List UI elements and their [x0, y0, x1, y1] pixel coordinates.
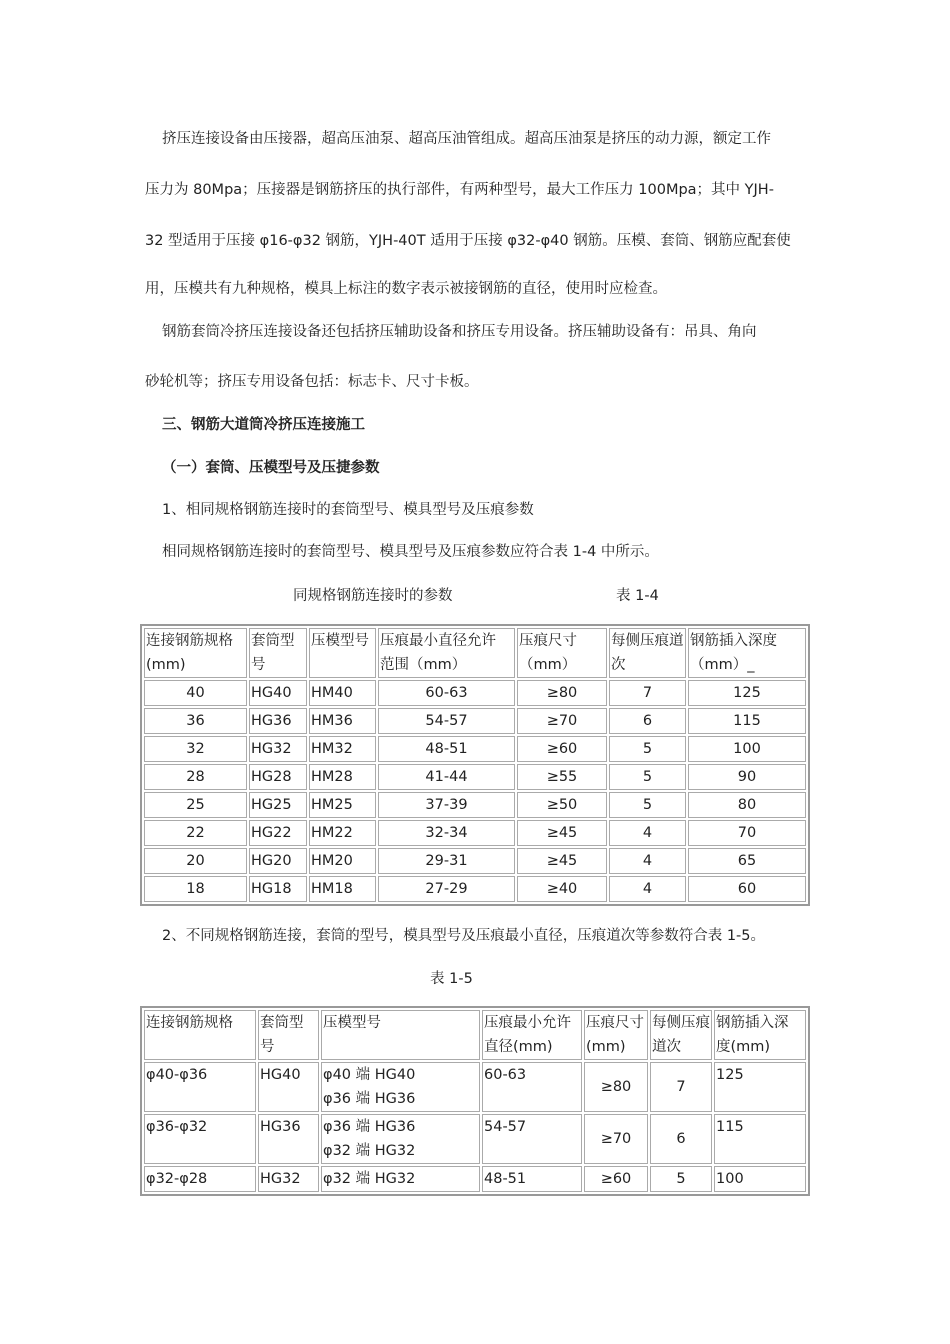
cell-crimp-size: ≥50 [517, 792, 607, 818]
paragraph-1-line-4: 用，压模共有九种规格，模具上标注的数字表示被接钢筋的直径，使用时应检查。 [145, 281, 667, 297]
table-1-4-header-row [144, 628, 806, 678]
paragraph-1-line-3: 32 型适用于压接 φ16-φ32 钢筋，YJH-40T 适用于压接 φ32-φ40 钢筋。压模、套筒、钢筋应配套使 [145, 233, 791, 249]
cell-sleeve: HG36 [249, 708, 307, 734]
cell-spec: 36 [144, 708, 247, 734]
cell-sleeve: HG20 [249, 848, 307, 874]
cell-spec: φ36-φ32 [144, 1114, 256, 1164]
header-die: 压模型号 [321, 1010, 480, 1060]
cell-spec: 20 [144, 848, 247, 874]
cell-crimp-size: ≥70 [584, 1114, 648, 1164]
table-row [144, 792, 806, 818]
table-1-4-number: 表 1-4 [616, 588, 659, 604]
cell-sleeve: HG32 [258, 1166, 319, 1192]
header-min-diameter: 压痕最小直径允许 范围（mm） [378, 628, 515, 678]
cell-die: φ40 端 HG40 φ36 端 HG36 [321, 1062, 480, 1112]
cell-passes: 5 [650, 1166, 712, 1192]
item-1-heading: 1、相同规格钢筋连接时的套筒型号、模具型号及压痕参数 [162, 502, 534, 518]
cell-crimp-size: ≥60 [584, 1166, 648, 1192]
cell-insert-depth: 70 [688, 820, 806, 846]
cell-sleeve: HG36 [258, 1114, 319, 1164]
header-crimp-size: 压痕尺寸 (mm) [584, 1010, 648, 1060]
cell-die: φ32 端 HG32 [321, 1166, 480, 1192]
cell-insert-depth: 125 [714, 1062, 806, 1112]
header-insert-depth: 钢筋插入深度 （mm）_ [688, 628, 806, 678]
header-crimp-size: 压痕尺寸 （mm） [517, 628, 607, 678]
cell-insert-depth: 100 [688, 736, 806, 762]
cell-spec: 18 [144, 876, 247, 902]
cell-passes: 6 [609, 708, 686, 734]
cell-min-diameter: 60-63 [482, 1062, 582, 1112]
paragraph-1-line-2: 压力为 80Mpa；压接器是钢筋挤压的执行部件，有两种型号，最大工作压力 100Mpa；其中 YJH- [145, 182, 774, 198]
cell-crimp-size: ≥80 [584, 1062, 648, 1112]
cell-crimp-size: ≥70 [517, 708, 607, 734]
cell-die: HM40 [309, 680, 376, 706]
cell-passes: 7 [609, 680, 686, 706]
cell-min-diameter: 48-51 [482, 1166, 582, 1192]
cell-die: HM22 [309, 820, 376, 846]
cell-die: HM36 [309, 708, 376, 734]
header-min-diameter: 压痕最小允许 直径(mm) [482, 1010, 582, 1060]
cell-min-diameter: 60-63 [378, 680, 515, 706]
paragraph-2-line-1: 钢筋套筒冷挤压连接设备还包括挤压辅助设备和挤压专用设备。挤压辅助设备有：吊具、角向 [162, 324, 757, 340]
cell-crimp-size: ≥55 [517, 764, 607, 790]
cell-crimp-size: ≥80 [517, 680, 607, 706]
cell-min-diameter: 37-39 [378, 792, 515, 818]
table-1-5 [140, 1006, 810, 1196]
header-passes: 每侧压痕道 次 [609, 628, 686, 678]
header-spec: 连接钢筋规格 [144, 1010, 256, 1060]
cell-min-diameter: 32-34 [378, 820, 515, 846]
table-row [144, 848, 806, 874]
paragraph-1-line-1: 挤压连接设备由压接器，超高压油泵、超高压油管组成。超高压油泵是挤压的动力源，额定工作 [162, 131, 771, 147]
cell-die: HM28 [309, 764, 376, 790]
subsection-heading-1: （一）套筒、压模型号及压捷参数 [162, 460, 380, 476]
cell-spec: 22 [144, 820, 247, 846]
table-row [144, 736, 806, 762]
table-row [144, 1114, 806, 1164]
header-die: 压模型号 [309, 628, 376, 678]
table-row [144, 876, 806, 902]
item-1-description: 相同规格钢筋连接时的套筒型号、模具型号及压痕参数应符合表 1-4 中所示。 [162, 544, 659, 560]
header-spec: 连接钢筋规格 (mm) [144, 628, 247, 678]
cell-passes: 5 [609, 792, 686, 818]
cell-sleeve: HG28 [249, 764, 307, 790]
header-sleeve: 套筒型 号 [249, 628, 307, 678]
cell-die: HM18 [309, 876, 376, 902]
paragraph-2-line-2: 砂轮机等；挤压专用设备包括：标志卡、尺寸卡板。 [145, 374, 479, 390]
cell-insert-depth: 115 [688, 708, 806, 734]
cell-spec: 25 [144, 792, 247, 818]
table-row [144, 820, 806, 846]
table-1-5-header-row [144, 1010, 806, 1060]
cell-insert-depth: 60 [688, 876, 806, 902]
cell-passes: 6 [650, 1114, 712, 1164]
cell-sleeve: HG22 [249, 820, 307, 846]
cell-die: HM20 [309, 848, 376, 874]
cell-min-diameter: 41-44 [378, 764, 515, 790]
cell-spec: φ40-φ36 [144, 1062, 256, 1112]
cell-passes: 4 [609, 820, 686, 846]
table-row [144, 680, 806, 706]
cell-passes: 5 [609, 736, 686, 762]
cell-crimp-size: ≥60 [517, 736, 607, 762]
cell-die: HM32 [309, 736, 376, 762]
cell-sleeve: HG40 [249, 680, 307, 706]
table-1-5-number: 表 1-5 [430, 971, 473, 987]
cell-insert-depth: 90 [688, 764, 806, 790]
table-row [144, 1166, 806, 1192]
cell-die: φ36 端 HG36 φ32 端 HG32 [321, 1114, 480, 1164]
table-row [144, 764, 806, 790]
cell-spec: 28 [144, 764, 247, 790]
cell-min-diameter: 27-29 [378, 876, 515, 902]
cell-spec: 40 [144, 680, 247, 706]
cell-sleeve: HG40 [258, 1062, 319, 1112]
cell-insert-depth: 125 [688, 680, 806, 706]
table-row [144, 708, 806, 734]
cell-crimp-size: ≥40 [517, 876, 607, 902]
cell-passes: 4 [609, 848, 686, 874]
cell-insert-depth: 65 [688, 848, 806, 874]
cell-sleeve: HG18 [249, 876, 307, 902]
cell-min-diameter: 54-57 [378, 708, 515, 734]
item-2-heading: 2、不同规格钢筋连接，套筒的型号，模具型号及压痕最小直径，压痕道次等参数符合表 1-5。 [162, 928, 766, 944]
cell-insert-depth: 115 [714, 1114, 806, 1164]
table-1-4-caption: 同规格钢筋连接时的参数 [293, 588, 453, 604]
section-heading-3: 三、钢筋大道筒冷挤压连接施工 [162, 417, 365, 433]
cell-spec: 32 [144, 736, 247, 762]
cell-die: HM25 [309, 792, 376, 818]
header-insert-depth: 钢筋插入深 度(mm) [714, 1010, 806, 1060]
cell-passes: 4 [609, 876, 686, 902]
cell-min-diameter: 48-51 [378, 736, 515, 762]
cell-passes: 5 [609, 764, 686, 790]
cell-passes: 7 [650, 1062, 712, 1112]
cell-insert-depth: 100 [714, 1166, 806, 1192]
table-1-4 [140, 624, 810, 906]
cell-min-diameter: 54-57 [482, 1114, 582, 1164]
cell-crimp-size: ≥45 [517, 820, 607, 846]
cell-min-diameter: 29-31 [378, 848, 515, 874]
table-row [144, 1062, 806, 1112]
cell-crimp-size: ≥45 [517, 848, 607, 874]
cell-sleeve: HG25 [249, 792, 307, 818]
cell-sleeve: HG32 [249, 736, 307, 762]
header-passes: 每侧压痕 道次 [650, 1010, 712, 1060]
cell-insert-depth: 80 [688, 792, 806, 818]
cell-spec: φ32-φ28 [144, 1166, 256, 1192]
header-sleeve: 套筒型号 [258, 1010, 319, 1060]
